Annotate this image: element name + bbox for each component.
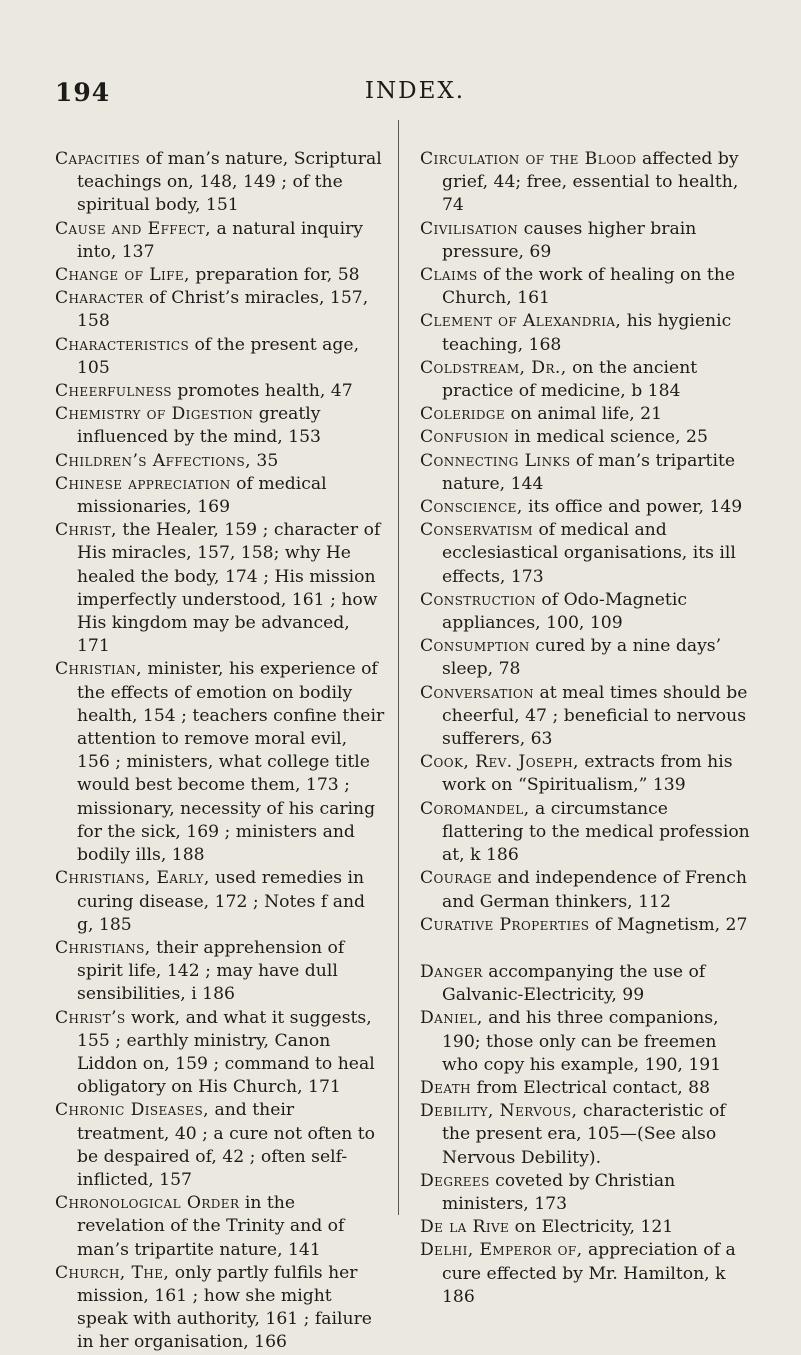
index-entry xyxy=(55,1007,385,1100)
entry-text: of medical missionaries, 169 xyxy=(77,473,327,518)
page-number: 194 xyxy=(55,78,111,107)
index-entry xyxy=(420,148,750,218)
index-entry xyxy=(420,357,750,403)
index-entry xyxy=(55,380,385,403)
entry-heading: Construction xyxy=(420,589,536,610)
entry-heading: Children’s Affections, xyxy=(55,450,251,471)
entry-text: of Christ’s miracles, 157, 158 xyxy=(77,288,369,332)
entry-heading: Danger xyxy=(420,961,483,982)
entry-heading: Daniel, xyxy=(420,1008,483,1029)
left-column xyxy=(55,148,385,1355)
index-entry xyxy=(55,287,385,333)
entry-text: of Magnetism, 27 xyxy=(589,914,748,935)
entry-text: and independence of French and German thinkers, 112 xyxy=(442,868,747,912)
entry-heading: Connecting Links xyxy=(420,450,571,471)
entry-text: in the revelation of the Trinity and of man’s tripartite nature, 141 xyxy=(77,1193,345,1260)
index-entry xyxy=(420,519,750,589)
index-entry xyxy=(55,450,385,473)
entry-text: the Healer, 159 ; character of His miracles, 157, 158; why He healed the body, 174 ; His mission imperfectly understood, 161 ; how His kingdom may be advanced, 171 xyxy=(77,520,381,657)
entry-heading: Cheerfulness xyxy=(55,381,172,402)
index-entry xyxy=(55,403,385,449)
entry-heading: Christ, xyxy=(55,520,117,541)
entry-heading: Chronological Order xyxy=(55,1193,240,1214)
entry-heading: Cook, Rev. Joseph, xyxy=(420,752,579,773)
entry-heading: Curative Properties xyxy=(420,914,590,935)
entry-heading: Church, The, xyxy=(55,1262,170,1283)
entry-text: characteristic of the present era, 105—(See also Nervous Debility). xyxy=(442,1101,726,1168)
entry-heading: Christians, Early, xyxy=(55,868,210,889)
index-entry xyxy=(420,589,750,635)
entry-heading: Consumption xyxy=(420,636,530,657)
entry-heading: Coleridge xyxy=(420,404,506,425)
index-entry xyxy=(55,1099,385,1192)
index-entry xyxy=(420,1239,750,1309)
entry-heading: Conscience, xyxy=(420,497,523,518)
entry-heading: Conversation xyxy=(420,682,535,703)
index-entry xyxy=(420,867,750,913)
entry-text: used remedies in curing disease, 172 ; Notes f and g, 185 xyxy=(77,868,366,935)
running-title: INDEX. xyxy=(364,78,466,104)
entry-text: accompanying the use of Galvanic-Electricity, 99 xyxy=(442,961,706,1006)
page-header xyxy=(55,78,746,110)
entry-text: a natural inquiry into, 137 xyxy=(77,218,363,262)
index-entry xyxy=(420,496,750,519)
index-entry xyxy=(55,264,385,287)
index-entry xyxy=(420,1077,750,1100)
entry-heading: Christ’s xyxy=(55,1007,126,1028)
index-entry xyxy=(420,682,750,752)
index-entry xyxy=(420,751,750,797)
index-entry xyxy=(55,218,385,264)
entry-text: in medical science, 25 xyxy=(508,427,708,448)
index-entry xyxy=(420,310,750,356)
index-entry xyxy=(55,334,385,380)
entry-text: on Electricity, 121 xyxy=(509,1217,674,1238)
entry-text: of Odo-Magnetic appliances, 100, 109 xyxy=(442,589,687,634)
entry-text: cured by a nine days’ sleep, 78 xyxy=(442,636,722,680)
entry-heading: Chinese appreciation xyxy=(55,473,231,494)
entry-text: their apprehension of spirit life, 142 ; may have dull sensibilities, i 186 xyxy=(77,937,345,1005)
entry-text: at meal times should be cheerful, 47 ; beneficial to nervous sufferers, 63 xyxy=(442,682,748,750)
index-entry xyxy=(55,1262,385,1355)
entry-heading: Character xyxy=(55,288,144,309)
index-entry xyxy=(55,937,385,1007)
entry-heading: Capacities xyxy=(55,149,141,169)
index-entry xyxy=(420,1170,750,1216)
entry-text: causes higher brain pressure, 69 xyxy=(442,218,697,262)
entry-heading: Circulation of the Blood xyxy=(420,149,637,169)
entry-text: extracts from his work on “Spiritualism,” 139 xyxy=(442,752,733,796)
right-column xyxy=(420,148,750,1309)
entry-text: preparation for, 58 xyxy=(189,265,360,286)
index-entry xyxy=(420,426,750,449)
entry-text: its office and power, 149 xyxy=(522,497,743,518)
entry-text: of medical and ecclesiastical organisations, its ill effects, 173 xyxy=(442,520,736,587)
entry-text: work, and what it suggests, 155 ; earthly ministry, Canon Liddon on, 159 ; command to heal obligatory on His Church, 171 xyxy=(77,1007,375,1098)
entry-heading: Confusion xyxy=(420,427,509,448)
entry-text: affected by grief, 44; free, essential to health, 74 xyxy=(442,149,739,216)
entry-text: minister, his experience of the effects of emotion on bodily health, 154 ; teachers confine their attention to remove moral evil, 156 ; ministers, what college title would best become them, 173 ; missionary, necessity of his caring for the sick, 169 ; ministers and bodily ills, 188 xyxy=(77,659,385,866)
entry-heading: Coldstream, Dr., xyxy=(420,357,567,378)
entry-heading: Debility, Nervous, xyxy=(420,1101,578,1122)
entry-heading: Civilisation xyxy=(420,218,519,239)
index-entry xyxy=(420,961,750,1007)
entry-text: of man’s nature, Scriptural teachings on, 148, 149 ; of the spiritual body, 151 xyxy=(77,149,382,216)
entry-heading: Characteristics xyxy=(55,334,190,355)
index-entry xyxy=(420,1100,750,1170)
entry-heading: Clement of Alexandria, xyxy=(420,311,622,332)
entry-text: of man’s tripartite nature, 144 xyxy=(442,450,736,494)
entry-heading: Chemistry of Digestion xyxy=(55,404,254,425)
entry-heading: Christians, xyxy=(55,937,151,958)
index-entry xyxy=(420,218,750,264)
index-entry xyxy=(420,914,750,937)
entry-heading: Coromandel, xyxy=(420,798,530,819)
entry-heading: Cause and Effect, xyxy=(55,218,212,239)
entry-text: 35 xyxy=(250,450,279,471)
entry-text: from Electrical contact, 88 xyxy=(471,1077,711,1098)
entry-text: and his three companions, 190; those only can be freemen who copy his example, 190, 191 xyxy=(442,1008,722,1075)
index-entry xyxy=(55,473,385,519)
entry-text: appreciation of a cure effected by Mr. Hamilton, k 186 xyxy=(442,1240,736,1307)
entry-heading: Christian, xyxy=(55,659,142,680)
entry-text: promotes health, 47 xyxy=(171,381,353,402)
entry-heading: Claims xyxy=(420,265,478,286)
entry-text: and their treatment, 40 ; a cure not often to be despaired of, 42 ; often self-inflicted, 157 xyxy=(77,1100,376,1190)
index-entry xyxy=(55,867,385,937)
entry-heading: Conservatism xyxy=(420,520,533,541)
entry-heading: De la Rive xyxy=(420,1217,510,1238)
index-entry xyxy=(55,519,385,658)
index-entry xyxy=(420,798,750,868)
index-entry xyxy=(420,264,750,310)
entry-heading: Delhi, Emperor of, xyxy=(420,1240,583,1261)
entry-text: a circumstance flattering to the medical profession at, k 186 xyxy=(442,798,750,866)
index-entry xyxy=(420,635,750,681)
entry-text: of the work of healing on the Church, 161 xyxy=(442,265,736,309)
column-divider xyxy=(398,120,399,1215)
entry-heading: Death xyxy=(420,1077,472,1098)
index-entry xyxy=(55,1192,385,1262)
entry-text: coveted by Christian ministers, 173 xyxy=(442,1170,676,1214)
entry-text: only partly fulfils her mission, 161 ; how she might speak with authority, 161 ; failure in her organisation, 166 xyxy=(77,1262,372,1353)
entry-heading: Degrees xyxy=(420,1170,490,1191)
index-entry xyxy=(420,450,750,496)
entry-heading: Change of Life, xyxy=(55,265,190,286)
index-entry xyxy=(420,1216,750,1239)
index-entry xyxy=(420,1007,750,1077)
index-entry xyxy=(420,403,750,426)
entry-text: of the present age, 105 xyxy=(77,334,360,378)
entry-heading: Chronic Diseases, xyxy=(55,1100,210,1121)
entry-text: on animal life, 21 xyxy=(505,404,663,425)
entry-text: greatly influenced by the mind, 153 xyxy=(77,404,321,448)
entry-text: on the ancient practice of medicine, b 184 xyxy=(442,357,698,402)
entry-heading: Courage xyxy=(420,868,492,889)
index-entry xyxy=(55,148,385,218)
index-entry xyxy=(55,658,385,867)
entry-text: his hygienic teaching, 168 xyxy=(442,311,732,355)
